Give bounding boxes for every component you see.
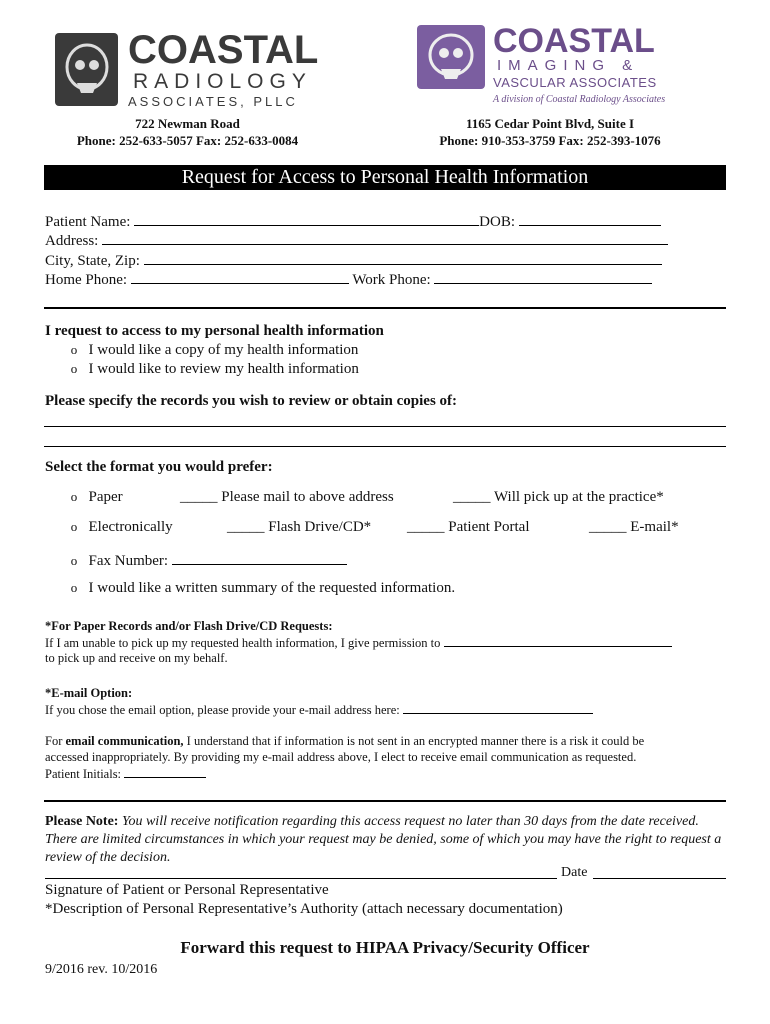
format-electronic-row xyxy=(67,519,727,536)
option-review[interactable] xyxy=(67,361,359,378)
revision-date: 9/2016 rev. 10/2016 xyxy=(45,962,158,977)
paper-pickup-option[interactable]: _____ Will pick up at the practice* xyxy=(453,489,664,505)
radio-icon[interactable]: o xyxy=(70,489,78,504)
paper-note-heading: *For Paper Records and/or Flash Drive/CD Requests: xyxy=(45,619,333,633)
skull-emblem-icon xyxy=(55,33,118,106)
address-right xyxy=(405,115,695,149)
initials-field[interactable] xyxy=(124,766,206,778)
please-note-line3: review of the decision. xyxy=(45,850,171,865)
fax-label: Fax Number: xyxy=(88,553,169,569)
city-label: City, State, Zip: xyxy=(45,253,140,269)
email-option[interactable]: _____ E-mail* xyxy=(589,519,679,535)
address-field[interactable] xyxy=(102,230,668,245)
email-address-row: If you chose the email option, please provide your e-mail address here: xyxy=(45,702,593,718)
address-label: Address: xyxy=(45,233,99,249)
address-row xyxy=(45,230,668,250)
fax-number-field[interactable] xyxy=(172,550,347,565)
format-paper-label: Paper xyxy=(88,489,123,505)
address-left xyxy=(40,115,335,149)
patient-name-field[interactable] xyxy=(134,211,479,226)
phone-row xyxy=(45,269,652,289)
access-heading: I request to access to my personal health information xyxy=(45,323,384,339)
format-summary-row xyxy=(67,580,455,597)
summary-label: I would like a written summary of the requested information. xyxy=(88,580,456,596)
address-right-phones: Phone: 910-353-3759 Fax: 252-393-1076 xyxy=(439,133,661,148)
address-left-phones: Phone: 252-633-5057 Fax: 252-633-0084 xyxy=(76,133,299,148)
address-left-street: 722 Newman Road xyxy=(135,116,240,131)
dob-label: DOB: xyxy=(479,214,515,230)
logo-left-name-bot: ASSOCIATES, PLLC xyxy=(128,94,298,109)
radio-icon[interactable]: o xyxy=(70,580,78,595)
format-electronic-label: Electronically xyxy=(88,519,173,535)
work-phone-label: Work Phone: xyxy=(352,272,431,288)
radio-icon[interactable]: o xyxy=(70,519,78,534)
format-heading: Select the format you would prefer: xyxy=(45,459,273,475)
logo-right-tagline: A division of Coastal Radiology Associates xyxy=(493,94,666,105)
paper-mail-option[interactable]: _____ Please mail to above address xyxy=(180,489,394,505)
home-phone-field[interactable] xyxy=(131,269,349,284)
signature-label: Signature of Patient or Personal Representative xyxy=(45,882,329,898)
radio-icon[interactable]: o xyxy=(70,553,78,568)
signature-line[interactable] xyxy=(45,878,557,879)
logo-left-name-mid: RADIOLOGY xyxy=(133,70,312,93)
pickup-person-field[interactable] xyxy=(444,635,672,647)
logo-right-name-mid: IMAGING & xyxy=(497,57,640,74)
patient-name-row xyxy=(45,211,661,231)
records-field-line-2[interactable] xyxy=(44,446,726,447)
date-label: Date xyxy=(561,865,588,880)
email-note-heading: *E-mail Option: xyxy=(45,686,133,700)
initials-row: Patient Initials: xyxy=(45,766,206,782)
email-comm-line2: accessed inappropriately. By providing my e-mail address above, I elect to receive email communication as requested. xyxy=(45,750,637,764)
date-field[interactable] xyxy=(593,878,726,879)
authority-label: *Description of Personal Representative’s Authority (attach necessary documentation) xyxy=(45,901,563,917)
logo-left-name-top: COASTAL xyxy=(128,28,319,72)
records-prompt: Please specify the records you wish to review or obtain copies of: xyxy=(45,393,458,409)
format-fax-row xyxy=(67,550,347,570)
paper-note-line2: to pick up and receive on my behalf. xyxy=(45,651,228,665)
logo-right-name-top: COASTAL xyxy=(493,22,655,60)
skull-emblem-icon xyxy=(417,25,485,89)
forward-instruction: Forward this request to HIPAA Privacy/Security Officer xyxy=(180,938,590,957)
please-note-line1: Please Note: You will receive notification regarding this access request no later than 30 days from the date received. xyxy=(45,814,699,829)
email-address-field[interactable] xyxy=(403,702,593,714)
option-copy[interactable] xyxy=(67,342,358,359)
email-comm-line1: For email communication, I understand that if information is not sent in an encrypted manner there is a risk it could be xyxy=(45,734,645,748)
format-paper-row xyxy=(67,489,727,506)
option-copy-label: I would like a copy of my health information xyxy=(88,342,359,358)
home-phone-label: Home Phone: xyxy=(45,272,128,288)
logo-right-name-bot: VASCULAR ASSOCIATES xyxy=(493,75,657,90)
paper-note-line1: If I am unable to pick up my requested health information, I give permission to xyxy=(45,635,672,651)
patient-portal-option[interactable]: _____ Patient Portal xyxy=(407,519,530,535)
address-right-street: 1165 Cedar Point Blvd, Suite I xyxy=(465,116,635,131)
city-field[interactable] xyxy=(144,250,662,265)
patient-name-label: Patient Name: xyxy=(45,214,131,230)
radio-icon[interactable]: o xyxy=(70,361,78,376)
please-note-line2: There are limited circumstances in which your request may be denied, some of which you may have the right to request a xyxy=(45,832,722,847)
page-title: Request for Access to Personal Health Information xyxy=(44,165,726,190)
divider xyxy=(44,307,726,309)
flash-drive-option[interactable]: _____ Flash Drive/CD* xyxy=(227,519,372,535)
city-row xyxy=(45,250,662,270)
divider xyxy=(44,800,726,802)
dob-field[interactable] xyxy=(519,211,661,226)
work-phone-field[interactable] xyxy=(434,269,652,284)
radio-icon[interactable]: o xyxy=(70,342,78,357)
option-review-label: I would like to review my health information xyxy=(88,361,359,377)
records-field-line-1[interactable] xyxy=(44,426,726,427)
